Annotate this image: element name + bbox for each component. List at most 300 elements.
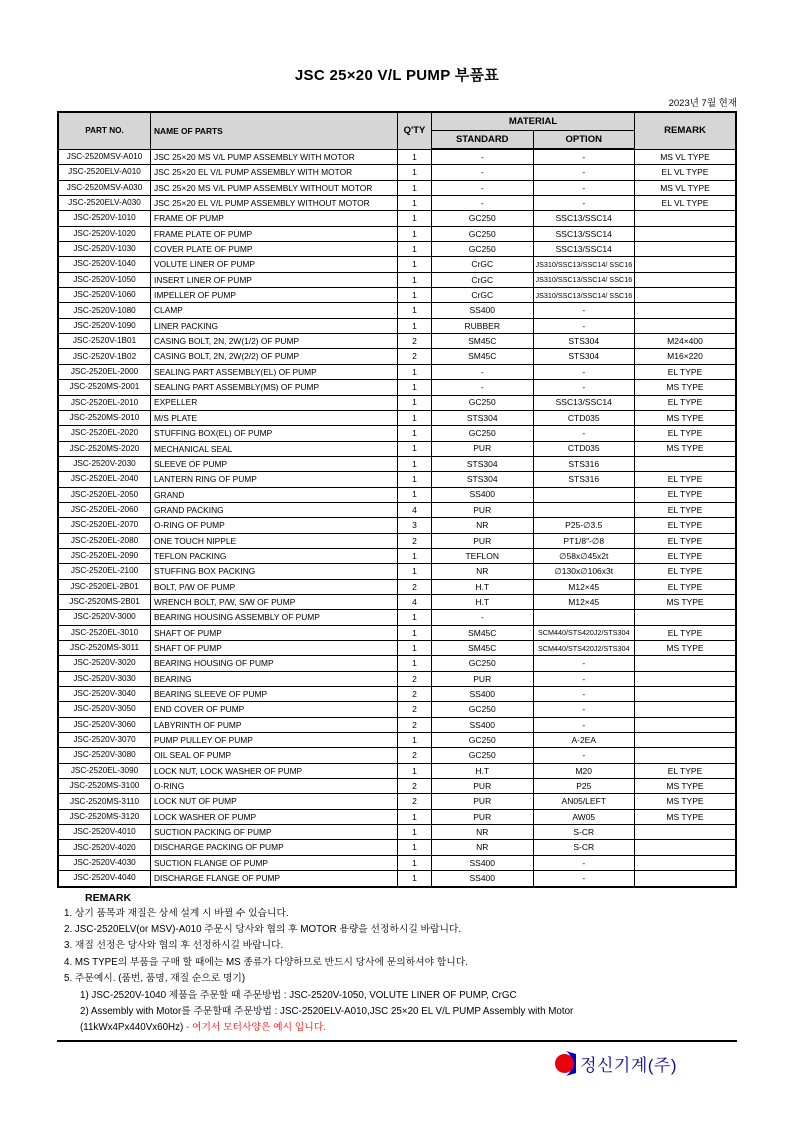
- standard-cell: H.T: [432, 763, 534, 778]
- remark-cell: [635, 226, 737, 241]
- name-cell: LINER PACKING: [151, 318, 398, 333]
- remark-cell: [635, 702, 737, 717]
- standard-cell: GC250: [432, 395, 534, 410]
- standard-cell: SS400: [432, 717, 534, 732]
- header-material: MATERIAL: [432, 112, 635, 131]
- qty-cell: 1: [398, 441, 432, 456]
- remark-cell: [635, 825, 737, 840]
- qty-cell: 2: [398, 687, 432, 702]
- name-cell: LABYRINTH OF PUMP: [151, 717, 398, 732]
- standard-cell: -: [432, 364, 534, 379]
- standard-cell: -: [432, 380, 534, 395]
- name-cell: END COVER OF PUMP: [151, 702, 398, 717]
- option-cell: STS316: [533, 472, 635, 487]
- name-cell: COVER PLATE OF PUMP: [151, 242, 398, 257]
- standard-cell: GC250: [432, 733, 534, 748]
- standard-cell: -: [432, 196, 534, 211]
- option-cell: AN05/LEFT: [533, 794, 635, 809]
- remark-cell: [635, 871, 737, 887]
- remark-cell: MS TYPE: [635, 809, 737, 824]
- qty-cell: 2: [398, 717, 432, 732]
- table-row: [58, 180, 736, 195]
- qty-cell: 1: [398, 871, 432, 887]
- remark-section: [57, 891, 737, 1037]
- table-row: [58, 748, 736, 763]
- table-row: [58, 272, 736, 287]
- table-row: [58, 149, 736, 165]
- qty-cell: 2: [398, 579, 432, 594]
- qty-cell: 1: [398, 226, 432, 241]
- remark-cell: [635, 671, 737, 686]
- remark-subnote-2: 2) Assembly with Motor를 주문할때 주문방법 : JSC-2520ELV-A010,JSC 25×20 EL V/L PUMP Assembly with Motor: [80, 1005, 574, 1017]
- remark-cell: [635, 733, 737, 748]
- remark-cell: [635, 840, 737, 855]
- qty-cell: 2: [398, 794, 432, 809]
- remark-cell: EL TYPE: [635, 364, 737, 379]
- table-row: [58, 594, 736, 609]
- option-cell: SSC13/SSC14: [533, 395, 635, 410]
- part-no-cell: JSC-2520EL-2060: [58, 502, 151, 517]
- option-cell: JS310/SSC13/SSC14/ SSC16: [533, 288, 635, 303]
- company-logo-mark-icon: [555, 1051, 578, 1076]
- standard-cell: SS400: [432, 487, 534, 502]
- option-cell: SSC13/SSC14: [533, 211, 635, 226]
- option-cell: A-2EA: [533, 733, 635, 748]
- option-cell: -: [533, 165, 635, 180]
- qty-cell: 1: [398, 472, 432, 487]
- remark-motor-spec-line: [57, 1020, 737, 1036]
- remark-cell: EL TYPE: [635, 533, 737, 548]
- remark-cell: MS TYPE: [635, 641, 737, 656]
- name-cell: SUCTION FLANGE OF PUMP: [151, 855, 398, 870]
- standard-cell: PUR: [432, 441, 534, 456]
- option-cell: -: [533, 671, 635, 686]
- company-name: 정신기계(주): [580, 1056, 677, 1076]
- name-cell: LANTERN RING OF PUMP: [151, 472, 398, 487]
- name-cell: M/S PLATE: [151, 410, 398, 425]
- standard-cell: NR: [432, 840, 534, 855]
- part-no-cell: JSC-2520V-1090: [58, 318, 151, 333]
- standard-cell: TEFLON: [432, 548, 534, 563]
- part-no-cell: JSC-2520V-1010: [58, 211, 151, 226]
- qty-cell: 1: [398, 242, 432, 257]
- standard-cell: PUR: [432, 533, 534, 548]
- standard-cell: STS304: [432, 472, 534, 487]
- part-no-cell: JSC-2520ELV-A030: [58, 196, 151, 211]
- table-row: [58, 472, 736, 487]
- name-cell: MECHANICAL SEAL: [151, 441, 398, 456]
- option-cell: P25: [533, 779, 635, 794]
- table-row: [58, 303, 736, 318]
- remark-note-3: 3. 재질 선정은 당사와 협의 후 선정하시길 바랍니다.: [64, 940, 284, 952]
- option-cell: -: [533, 380, 635, 395]
- standard-cell: GC250: [432, 211, 534, 226]
- option-cell: SCM440/STS420J2/STS304: [533, 641, 635, 656]
- qty-cell: 1: [398, 548, 432, 563]
- table-row: [58, 871, 736, 887]
- qty-cell: 2: [398, 779, 432, 794]
- qty-cell: 1: [398, 165, 432, 180]
- part-no-cell: JSC-2520V-3020: [58, 656, 151, 671]
- standard-cell: NR: [432, 564, 534, 579]
- name-cell: CLAMP: [151, 303, 398, 318]
- name-cell: BEARING HOUSING OF PUMP: [151, 656, 398, 671]
- part-no-cell: JSC-2520MSV-A010: [58, 149, 151, 165]
- remark-cell: EL TYPE: [635, 487, 737, 502]
- standard-cell: CrGC: [432, 272, 534, 287]
- qty-cell: 2: [398, 533, 432, 548]
- table-row: [58, 579, 736, 594]
- table-row: [58, 564, 736, 579]
- name-cell: BEARING HOUSING ASSEMBLY OF PUMP: [151, 610, 398, 625]
- option-cell: S-CR: [533, 825, 635, 840]
- qty-cell: 1: [398, 395, 432, 410]
- standard-cell: GC250: [432, 702, 534, 717]
- remark-cell: EL TYPE: [635, 625, 737, 640]
- remark-heading: REMARK: [85, 891, 132, 904]
- qty-cell: 1: [398, 840, 432, 855]
- name-cell: JSC 25×20 MS V/L PUMP ASSEMBLY WITH MOTOR: [151, 149, 398, 165]
- remark-cell: [635, 303, 737, 318]
- standard-cell: SS400: [432, 687, 534, 702]
- remark-cell: [635, 748, 737, 763]
- name-cell: IMPELLER OF PUMP: [151, 288, 398, 303]
- table-row: [58, 518, 736, 533]
- remark-cell: M16×220: [635, 349, 737, 364]
- motor-spec-text: (11kWx4Px440Vx60Hz): [80, 1022, 186, 1034]
- part-no-cell: JSC-2520V-4030: [58, 855, 151, 870]
- option-cell: -: [533, 426, 635, 441]
- remark-cell: EL TYPE: [635, 395, 737, 410]
- parts-table: [57, 111, 737, 888]
- option-cell: STS304: [533, 334, 635, 349]
- part-no-cell: JSC-2520EL-2050: [58, 487, 151, 502]
- standard-cell: SM45C: [432, 349, 534, 364]
- standard-cell: PUR: [432, 809, 534, 824]
- table-row: [58, 349, 736, 364]
- option-cell: -: [533, 149, 635, 165]
- qty-cell: 1: [398, 641, 432, 656]
- footer-logo-row: [57, 1051, 737, 1076]
- name-cell: BOLT, P/W OF PUMP: [151, 579, 398, 594]
- table-body: [58, 149, 736, 887]
- part-no-cell: JSC-2520EL-2100: [58, 564, 151, 579]
- option-cell: CTD035: [533, 410, 635, 425]
- table-row: [58, 610, 736, 625]
- name-cell: SEALING PART ASSEMBLY(MS) OF PUMP: [151, 380, 398, 395]
- option-cell: M12×45: [533, 594, 635, 609]
- remark-cell: [635, 687, 737, 702]
- qty-cell: 4: [398, 594, 432, 609]
- option-cell: AW05: [533, 809, 635, 824]
- qty-cell: 1: [398, 825, 432, 840]
- table-row: [58, 441, 736, 456]
- part-no-cell: JSC-2520V-4040: [58, 871, 151, 887]
- standard-cell: GC250: [432, 426, 534, 441]
- header-qty: Q'TY: [398, 112, 432, 149]
- part-no-cell: JSC-2520V-1080: [58, 303, 151, 318]
- part-no-cell: JSC-2520V-3060: [58, 717, 151, 732]
- option-cell: ∅130x∅106x3t: [533, 564, 635, 579]
- table-row: [58, 456, 736, 471]
- name-cell: BEARING: [151, 671, 398, 686]
- part-no-cell: JSC-2520MS-2B01: [58, 594, 151, 609]
- remark-cell: [635, 717, 737, 732]
- part-no-cell: JSC-2520MS-3011: [58, 641, 151, 656]
- table-row: [58, 825, 736, 840]
- qty-cell: 1: [398, 303, 432, 318]
- qty-cell: 1: [398, 809, 432, 824]
- standard-cell: GC250: [432, 226, 534, 241]
- name-cell: PUMP PULLEY OF PUMP: [151, 733, 398, 748]
- part-no-cell: JSC-2520EL-2080: [58, 533, 151, 548]
- remark-cell: MS TYPE: [635, 794, 737, 809]
- qty-cell: 1: [398, 318, 432, 333]
- remark-cell: [635, 257, 737, 272]
- standard-cell: STS304: [432, 456, 534, 471]
- name-cell: FRAME OF PUMP: [151, 211, 398, 226]
- header-name-of-parts: NAME OF PARTS: [151, 112, 398, 149]
- table-row: [58, 809, 736, 824]
- table-row: [58, 733, 736, 748]
- table-row: [58, 533, 736, 548]
- standard-cell: PUR: [432, 779, 534, 794]
- table-row: [58, 380, 736, 395]
- part-no-cell: JSC-2520V-3030: [58, 671, 151, 686]
- option-cell: SSC13/SSC14: [533, 226, 635, 241]
- part-no-cell: JSC-2520V-1030: [58, 242, 151, 257]
- table-row: [58, 656, 736, 671]
- remark-cell: EL TYPE: [635, 579, 737, 594]
- part-no-cell: JSC-2520V-4010: [58, 825, 151, 840]
- table-row: [58, 226, 736, 241]
- name-cell: O-RING: [151, 779, 398, 794]
- qty-cell: 1: [398, 656, 432, 671]
- table-row: [58, 257, 736, 272]
- name-cell: SUCTION PACKING OF PUMP: [151, 825, 398, 840]
- qty-cell: 2: [398, 671, 432, 686]
- qty-cell: 2: [398, 349, 432, 364]
- table-row: [58, 840, 736, 855]
- name-cell: JSC 25×20 EL V/L PUMP ASSEMBLY WITH MOTOR: [151, 165, 398, 180]
- option-cell: M12×45: [533, 579, 635, 594]
- qty-cell: 1: [398, 380, 432, 395]
- standard-cell: PUR: [432, 502, 534, 517]
- table-row: [58, 717, 736, 732]
- name-cell: DISCHARGE PACKING OF PUMP: [151, 840, 398, 855]
- remark-cell: EL VL TYPE: [635, 196, 737, 211]
- name-cell: STUFFING BOX PACKING: [151, 564, 398, 579]
- table-row: [58, 641, 736, 656]
- option-cell: -: [533, 656, 635, 671]
- option-cell: CTD035: [533, 441, 635, 456]
- remark-cell: MS VL TYPE: [635, 149, 737, 165]
- qty-cell: 1: [398, 257, 432, 272]
- part-no-cell: JSC-2520EL-2B01: [58, 579, 151, 594]
- option-cell: -: [533, 855, 635, 870]
- table-row: [58, 502, 736, 517]
- qty-cell: 1: [398, 610, 432, 625]
- remark-cell: [635, 211, 737, 226]
- qty-cell: 2: [398, 702, 432, 717]
- qty-cell: 1: [398, 763, 432, 778]
- part-no-cell: JSC-2520V-1B01: [58, 334, 151, 349]
- option-cell: -: [533, 702, 635, 717]
- footer-divider: [57, 1040, 737, 1043]
- table-row: [58, 426, 736, 441]
- part-no-cell: JSC-2520EL-2000: [58, 364, 151, 379]
- option-cell: -: [533, 196, 635, 211]
- name-cell: LOCK NUT OF PUMP: [151, 794, 398, 809]
- remark-subnote-1: 1) JSC-2520V-1040 제품을 주문할 때 주문방법 : JSC-2520V-1050, VOLUTE LINER OF PUMP, CrGC: [80, 989, 517, 1001]
- name-cell: STUFFING BOX(EL) OF PUMP: [151, 426, 398, 441]
- name-cell: GRAND: [151, 487, 398, 502]
- table-row: [58, 288, 736, 303]
- table-row: [58, 211, 736, 226]
- qty-cell: 1: [398, 364, 432, 379]
- standard-cell: SM45C: [432, 641, 534, 656]
- table-row: [58, 702, 736, 717]
- remark-cell: EL VL TYPE: [635, 165, 737, 180]
- table-row: [58, 794, 736, 809]
- table-row: [58, 410, 736, 425]
- part-no-cell: JSC-2520V-1050: [58, 272, 151, 287]
- option-cell: -: [533, 687, 635, 702]
- option-cell: S-CR: [533, 840, 635, 855]
- qty-cell: 4: [398, 502, 432, 517]
- part-no-cell: JSC-2520MSV-A030: [58, 180, 151, 195]
- part-no-cell: JSC-2520EL-2010: [58, 395, 151, 410]
- table-row: [58, 855, 736, 870]
- name-cell: CASING BOLT, 2N, 2W(1/2) OF PUMP: [151, 334, 398, 349]
- name-cell: SEALING PART ASSEMBLY(EL) OF PUMP: [151, 364, 398, 379]
- remark-cell: EL TYPE: [635, 518, 737, 533]
- part-no-cell: JSC-2520V-1040: [58, 257, 151, 272]
- option-cell: STS304: [533, 349, 635, 364]
- part-no-cell: JSC-2520EL-3010: [58, 625, 151, 640]
- part-no-cell: JSC-2520EL-2020: [58, 426, 151, 441]
- part-no-cell: JSC-2520EL-2090: [58, 548, 151, 563]
- remark-cell: MS TYPE: [635, 594, 737, 609]
- qty-cell: 1: [398, 733, 432, 748]
- name-cell: TEFLON PACKING: [151, 548, 398, 563]
- option-cell: [533, 610, 635, 625]
- remark-cell: [635, 456, 737, 471]
- part-no-cell: JSC-2520ELV-A010: [58, 165, 151, 180]
- qty-cell: 1: [398, 410, 432, 425]
- option-cell: -: [533, 748, 635, 763]
- remark-cell: MS VL TYPE: [635, 180, 737, 195]
- qty-cell: 1: [398, 180, 432, 195]
- motor-spec-warning-red: - 여기서 모터사양은 예시 입니다.: [186, 1022, 326, 1034]
- header-standard: STANDARD: [432, 131, 534, 150]
- part-no-cell: JSC-2520MS-3110: [58, 794, 151, 809]
- part-no-cell: JSC-2520V-3050: [58, 702, 151, 717]
- standard-cell: -: [432, 149, 534, 165]
- qty-cell: 2: [398, 334, 432, 349]
- part-no-cell: JSC-2520MS-3120: [58, 809, 151, 824]
- standard-cell: GC250: [432, 748, 534, 763]
- qty-cell: 1: [398, 196, 432, 211]
- remark-cell: MS TYPE: [635, 779, 737, 794]
- part-no-cell: JSC-2520MS-2020: [58, 441, 151, 456]
- part-no-cell: JSC-2520V-4020: [58, 840, 151, 855]
- option-cell: ∅58x∅45x2t: [533, 548, 635, 563]
- remark-cell: EL TYPE: [635, 472, 737, 487]
- table-row: [58, 395, 736, 410]
- remark-cell: EL TYPE: [635, 763, 737, 778]
- qty-cell: 2: [398, 748, 432, 763]
- part-no-cell: JSC-2520EL-2070: [58, 518, 151, 533]
- table-row: [58, 165, 736, 180]
- option-cell: M20: [533, 763, 635, 778]
- standard-cell: SM45C: [432, 334, 534, 349]
- table-row: [58, 364, 736, 379]
- remark-note-2: 2. JSC-2520ELV(or MSV)-A010 주문시 당사와 협의 후 MOTOR 용량을 선정하시길 바랍니다.: [64, 923, 462, 935]
- remark-cell: [635, 610, 737, 625]
- standard-cell: SS400: [432, 871, 534, 887]
- standard-cell: -: [432, 610, 534, 625]
- standard-cell: CrGC: [432, 288, 534, 303]
- table-header: [58, 112, 736, 149]
- part-no-cell: JSC-2520V-3080: [58, 748, 151, 763]
- qty-cell: 1: [398, 211, 432, 226]
- part-no-cell: JSC-2520V-3070: [58, 733, 151, 748]
- option-cell: -: [533, 318, 635, 333]
- standard-cell: -: [432, 165, 534, 180]
- name-cell: LOCK NUT, LOCK WASHER OF PUMP: [151, 763, 398, 778]
- option-cell: [533, 502, 635, 517]
- option-cell: [533, 487, 635, 502]
- remark-cell: [635, 318, 737, 333]
- name-cell: CASING BOLT, 2N, 2W(2/2) OF PUMP: [151, 349, 398, 364]
- standard-cell: SM45C: [432, 625, 534, 640]
- standard-cell: PUR: [432, 794, 534, 809]
- remark-note-5: 5. 주문예시. (품번, 품명, 재질 순으로 명기): [64, 973, 246, 985]
- date-note: 2023년 7월 현재: [668, 98, 737, 109]
- remark-cell: [635, 288, 737, 303]
- option-cell: -: [533, 180, 635, 195]
- remark-cell: [635, 656, 737, 671]
- header-remark: REMARK: [635, 112, 737, 149]
- name-cell: SHAFT OF PUMP: [151, 625, 398, 640]
- qty-cell: 1: [398, 272, 432, 287]
- table-row: [58, 763, 736, 778]
- table-row: [58, 687, 736, 702]
- remark-cell: [635, 855, 737, 870]
- part-no-cell: JSC-2520V-1020: [58, 226, 151, 241]
- name-cell: ONE TOUCH NIPPLE: [151, 533, 398, 548]
- name-cell: GRAND PACKING: [151, 502, 398, 517]
- part-no-cell: JSC-2520V-3000: [58, 610, 151, 625]
- qty-cell: 1: [398, 564, 432, 579]
- standard-cell: CrGC: [432, 257, 534, 272]
- standard-cell: PUR: [432, 671, 534, 686]
- qty-cell: 1: [398, 426, 432, 441]
- name-cell: FRAME PLATE OF PUMP: [151, 226, 398, 241]
- part-no-cell: JSC-2520EL-3090: [58, 763, 151, 778]
- option-cell: P25-∅3.5: [533, 518, 635, 533]
- qty-cell: 3: [398, 518, 432, 533]
- name-cell: JSC 25×20 EL V/L PUMP ASSEMBLY WITHOUT MOTOR: [151, 196, 398, 211]
- table-row: [58, 242, 736, 257]
- name-cell: EXPELLER: [151, 395, 398, 410]
- remark-cell: [635, 272, 737, 287]
- option-cell: JS310/SSC13/SSC14/ SSC16: [533, 257, 635, 272]
- name-cell: VOLUTE LINER OF PUMP: [151, 257, 398, 272]
- name-cell: SHAFT OF PUMP: [151, 641, 398, 656]
- part-no-cell: JSC-2520V-2030: [58, 456, 151, 471]
